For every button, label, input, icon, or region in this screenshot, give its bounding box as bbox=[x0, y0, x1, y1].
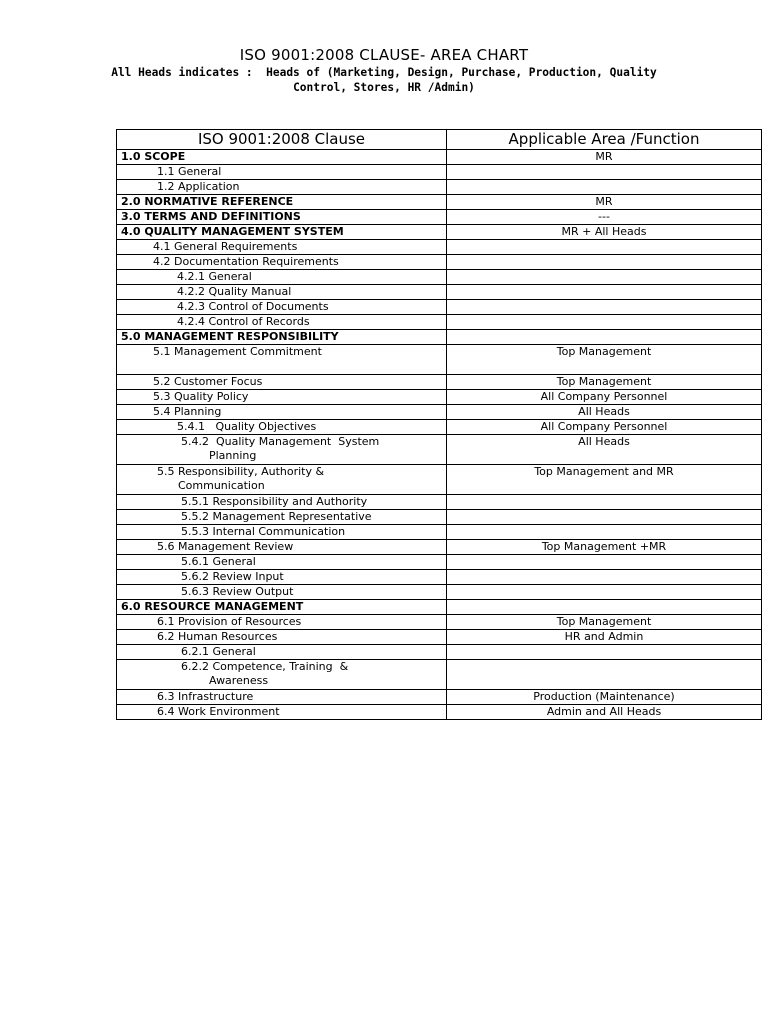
clause-cell: 5.5.1 Responsibility and Authority bbox=[117, 495, 447, 510]
area-cell bbox=[447, 330, 762, 345]
area-cell: Admin and All Heads bbox=[447, 705, 762, 720]
clause-cell: 6.1 Provision of Resources bbox=[117, 615, 447, 630]
table-row bbox=[117, 405, 762, 420]
area-cell: Top Management bbox=[447, 375, 762, 390]
table-row bbox=[117, 540, 762, 555]
clause-cell: 5.6.3 Review Output bbox=[117, 585, 447, 600]
area-cell bbox=[447, 300, 762, 315]
table-row bbox=[117, 555, 762, 570]
table-row bbox=[117, 240, 762, 255]
table-row bbox=[117, 270, 762, 285]
area-cell: MR bbox=[447, 150, 762, 165]
table-row bbox=[117, 180, 762, 195]
area-cell: Top Management bbox=[447, 345, 762, 375]
area-cell bbox=[447, 555, 762, 570]
table-row bbox=[117, 435, 762, 465]
table-row bbox=[117, 630, 762, 645]
clause-cell: 5.6.1 General bbox=[117, 555, 447, 570]
clause-cell: 5.5.3 Internal Communication bbox=[117, 525, 447, 540]
clause-cell: 4.2.3 Control of Documents bbox=[117, 300, 447, 315]
table-row bbox=[117, 495, 762, 510]
table-row bbox=[117, 165, 762, 180]
area-cell bbox=[447, 660, 762, 690]
area-cell: All Heads bbox=[447, 435, 762, 465]
clause-cell: 5.6.2 Review Input bbox=[117, 570, 447, 585]
clause-cell: 5.4.2 Quality Management System Planning bbox=[117, 435, 447, 465]
clause-cell: 4.2 Documentation Requirements bbox=[117, 255, 447, 270]
table-row bbox=[117, 225, 762, 240]
area-cell bbox=[447, 315, 762, 330]
clause-cell: 5.4 Planning bbox=[117, 405, 447, 420]
area-cell bbox=[447, 645, 762, 660]
table-row bbox=[117, 510, 762, 525]
heads-note bbox=[0, 65, 768, 95]
clause-cell: 6.2 Human Resources bbox=[117, 630, 447, 645]
clause-cell: 4.0 QUALITY MANAGEMENT SYSTEM bbox=[117, 225, 447, 240]
clause-cell: 5.5.2 Management Representative bbox=[117, 510, 447, 525]
table-row bbox=[117, 330, 762, 345]
table-row bbox=[117, 465, 762, 495]
clause-cell: 1.0 SCOPE bbox=[117, 150, 447, 165]
page-title: ISO 9001:2008 CLAUSE- AREA CHART bbox=[239, 46, 529, 64]
clause-cell: 6.0 RESOURCE MANAGEMENT bbox=[117, 600, 447, 615]
clause-cell: 6.3 Infrastructure bbox=[117, 690, 447, 705]
table-row bbox=[117, 390, 762, 405]
table-row bbox=[117, 300, 762, 315]
area-cell bbox=[447, 495, 762, 510]
table-row bbox=[117, 255, 762, 270]
clause-cell: 6.4 Work Environment bbox=[117, 705, 447, 720]
table-row bbox=[117, 315, 762, 330]
clause-cell: 5.0 MANAGEMENT RESPONSIBILITY bbox=[117, 330, 447, 345]
table-row bbox=[117, 345, 762, 375]
heads-note-line-2: Control, Stores, HR /Admin) bbox=[293, 81, 475, 94]
clause-cell: 5.2 Customer Focus bbox=[117, 375, 447, 390]
clause-cell: 4.2.2 Quality Manual bbox=[117, 285, 447, 300]
clause-cell: 1.1 General bbox=[117, 165, 447, 180]
table-row bbox=[117, 615, 762, 630]
clause-cell: 6.2.1 General bbox=[117, 645, 447, 660]
clause-cell: 5.6 Management Review bbox=[117, 540, 447, 555]
heads-note-line-1: All Heads indicates : Heads of (Marketing, Design, Purchase, Production, Quality bbox=[111, 66, 657, 79]
table-row bbox=[117, 210, 762, 225]
clause-cell: 4.1 General Requirements bbox=[117, 240, 447, 255]
table-row bbox=[117, 600, 762, 615]
clause-cell: 3.0 TERMS AND DEFINITIONS bbox=[117, 210, 447, 225]
clause-cell: 6.2.2 Competence, Training & Awareness bbox=[117, 660, 447, 690]
area-cell bbox=[447, 285, 762, 300]
area-cell: Top Management +MR bbox=[447, 540, 762, 555]
clause-cell: 5.4.1 Quality Objectives bbox=[117, 420, 447, 435]
clause-cell: 4.2.4 Control of Records bbox=[117, 315, 447, 330]
area-cell: Top Management bbox=[447, 615, 762, 630]
area-cell bbox=[447, 585, 762, 600]
clause-cell: 1.2 Application bbox=[117, 180, 447, 195]
table-row bbox=[117, 690, 762, 705]
area-cell: Production (Maintenance) bbox=[447, 690, 762, 705]
area-cell: Top Management and MR bbox=[447, 465, 762, 495]
table-row bbox=[117, 195, 762, 210]
table-row bbox=[117, 150, 762, 165]
area-cell: All Heads bbox=[447, 405, 762, 420]
table-row bbox=[117, 420, 762, 435]
table-row bbox=[117, 570, 762, 585]
table-row bbox=[117, 660, 762, 690]
area-cell: All Company Personnel bbox=[447, 420, 762, 435]
clause-cell: 2.0 NORMATIVE REFERENCE bbox=[117, 195, 447, 210]
clause-cell: 5.5 Responsibility, Authority & Communication bbox=[117, 465, 447, 495]
area-cell: MR bbox=[447, 195, 762, 210]
area-cell bbox=[447, 180, 762, 195]
column-header-area: Applicable Area /Function bbox=[447, 130, 762, 150]
area-cell bbox=[447, 240, 762, 255]
clause-cell: 5.3 Quality Policy bbox=[117, 390, 447, 405]
area-cell bbox=[447, 165, 762, 180]
table-row bbox=[117, 645, 762, 660]
area-cell bbox=[447, 600, 762, 615]
area-cell bbox=[447, 510, 762, 525]
area-cell bbox=[447, 525, 762, 540]
clause-area-table bbox=[116, 129, 762, 720]
area-cell: All Company Personnel bbox=[447, 390, 762, 405]
area-cell bbox=[447, 570, 762, 585]
clause-cell: 5.1 Management Commitment bbox=[117, 345, 447, 375]
clause-cell: 4.2.1 General bbox=[117, 270, 447, 285]
area-cell: MR + All Heads bbox=[447, 225, 762, 240]
table-row bbox=[117, 705, 762, 720]
table-header-row bbox=[117, 130, 762, 150]
table-row bbox=[117, 525, 762, 540]
area-cell bbox=[447, 255, 762, 270]
table-row bbox=[117, 285, 762, 300]
table-row bbox=[117, 375, 762, 390]
area-cell: HR and Admin bbox=[447, 630, 762, 645]
column-header-clause: ISO 9001:2008 Clause bbox=[117, 130, 447, 150]
area-cell bbox=[447, 270, 762, 285]
table-row bbox=[117, 585, 762, 600]
area-cell: --- bbox=[447, 210, 762, 225]
